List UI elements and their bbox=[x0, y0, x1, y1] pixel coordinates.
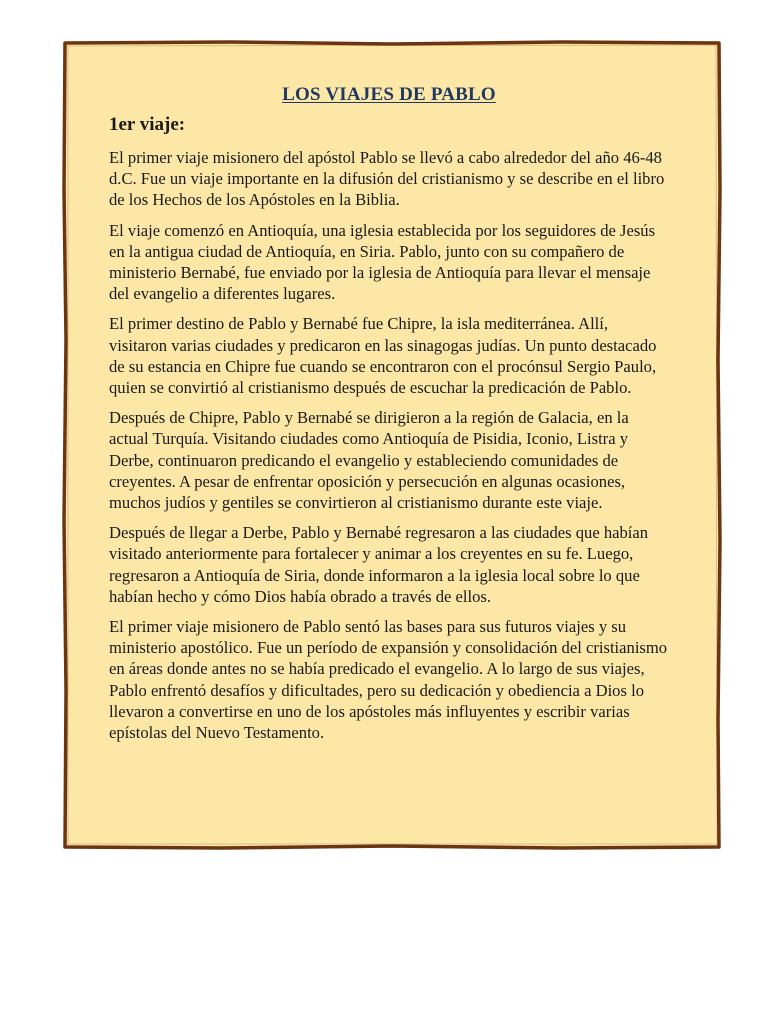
paragraph: El primer viaje misionero del apóstol Pablo se llevó a cabo alrededor del año 46-48 d.C. Fue un viaje importante en la difusión del cristianismo y se describe en el libro de los Hechos de los Apóstoles en la Biblia. bbox=[109, 148, 665, 210]
paragraph: Después de Chipre, Pablo y Bernabé se dirigieron a la región de Galacia, en la actual Turquía. Visitando ciudades como Antioquía de Pisidia, Iconio, Listra y Derbe, continuaron predicando el evangelio y estableciendo comunidades de creyentes. A pesar de enfrentar oposición y persecución en algunas ocasiones, muchos judíos y gentiles se convirtieron al cristianismo durante este viaje. bbox=[109, 408, 629, 513]
parchment-sheet bbox=[62, 40, 722, 850]
paragraph: El primer destino de Pablo y Bernabé fue Chipre, la isla mediterránea. Allí, visitaron varias ciudades y predicaron en las sinagogas judías. Un punto destacado de su estancia en Chipre fue cuando se encontraron con el procónsul Sergio Paulo, quien se convirtió al cristianismo después de escuchar la predicación de Pablo. bbox=[109, 314, 657, 398]
paragraph: El viaje comenzó en Antioquía, una iglesia establecida por los seguidores de Jesús en la antigua ciudad de Antioquía, en Siria. Pablo, junto con su compañero de ministerio Bernabé, fue enviado por la iglesia de Antioquía para llevar el mensaje del evangelio a diferentes lugares. bbox=[109, 220, 656, 304]
document-body bbox=[109, 84, 669, 752]
paragraph: El primer viaje misionero de Pablo sentó las bases para sus futuros viajes y su ministerio apostólico. Fue un período de expansión y consolidación del cristianismo en áreas donde antes no se había predicado el evangelio. A lo largo de sus viajes, Pablo enfrentó desafíos y dificultades, pero su dedicación y obediencia a Dios lo llevaron a convertirse en uno de los apóstoles más influyentes y escribir varias epístolas del Nuevo Testamento. bbox=[109, 617, 668, 743]
page-title: LOS VIAJES DE PABLO bbox=[282, 84, 496, 105]
paragraph: Después de llegar a Derbe, Pablo y Bernabé regresaron a las ciudades que habían visitado anteriormente para fortalecer y animar a los creyentes en su fe. Luego, regresaron a Antioquía de Siria, donde informaron a la iglesia local sobre lo que habían hecho y cómo Dios había obrado a través de ellos. bbox=[109, 523, 649, 606]
section-heading: 1er viaje: bbox=[109, 114, 186, 135]
